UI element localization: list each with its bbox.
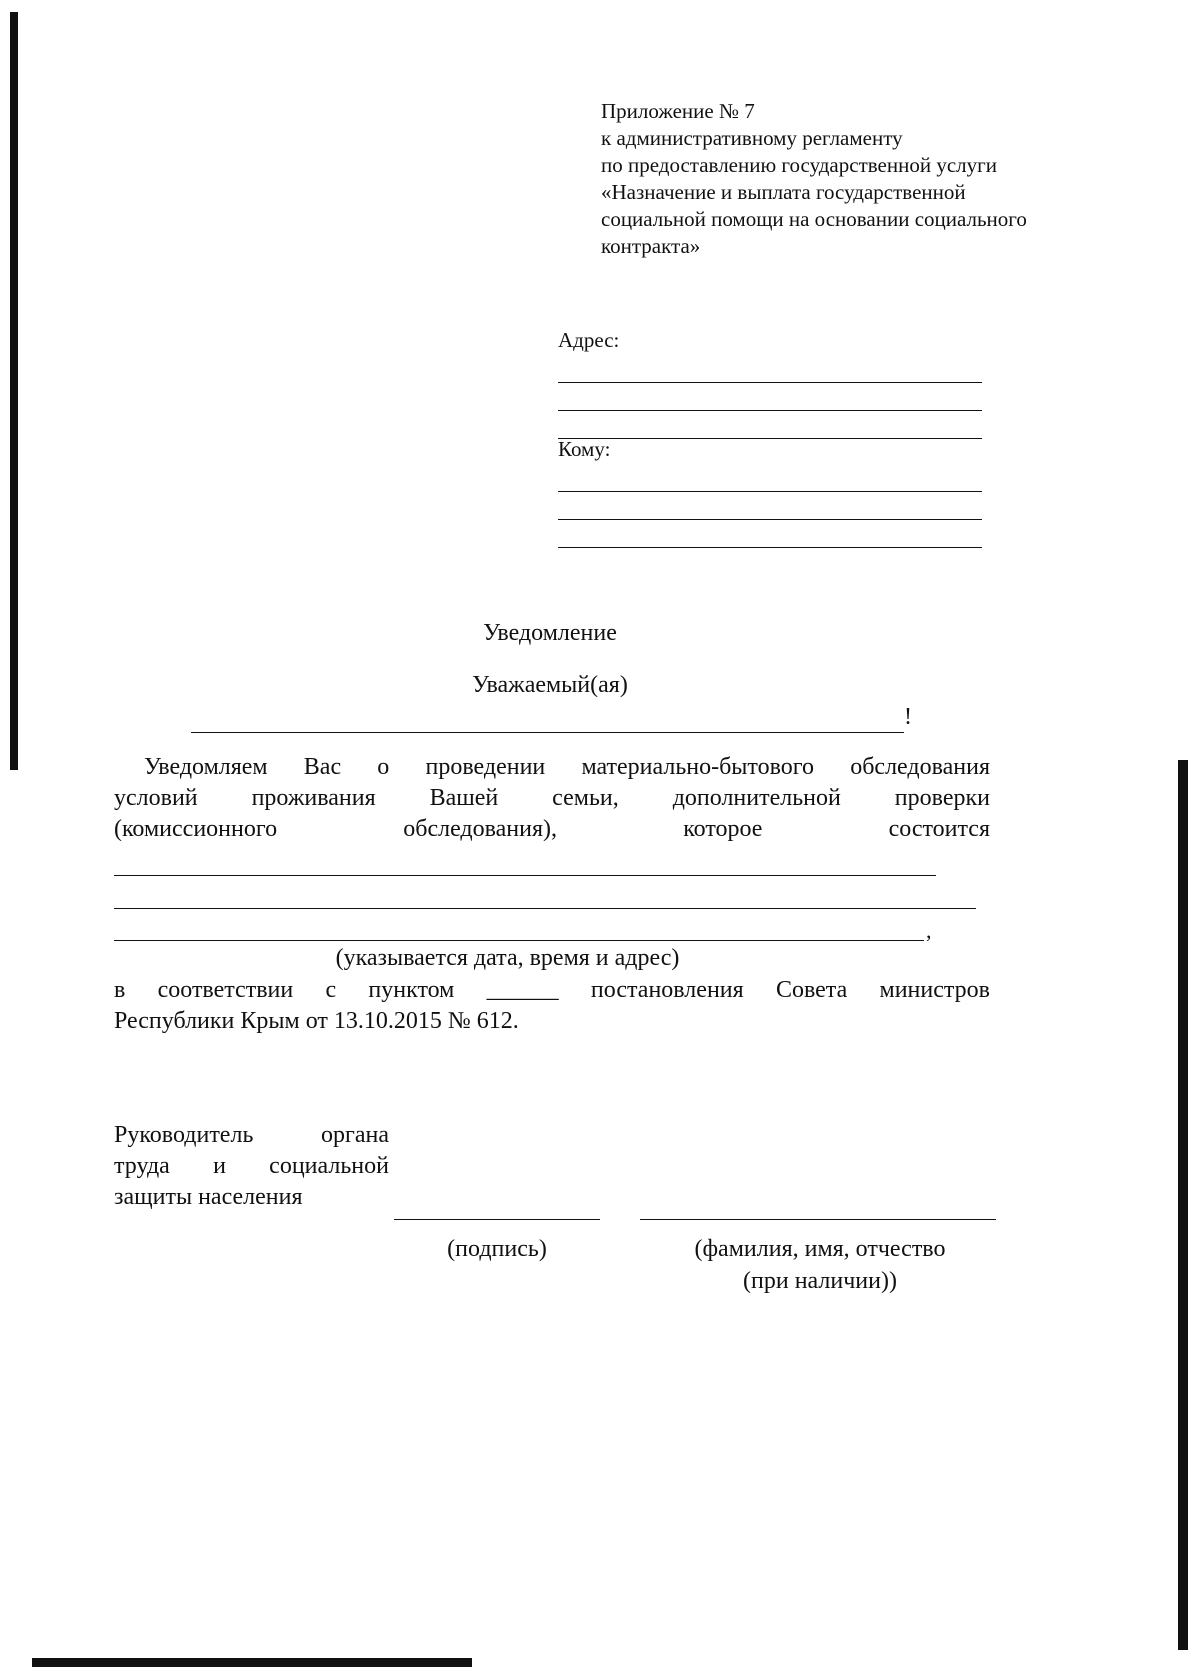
basis-line-text: в соответствии с пунктом ______ постановления Совета министров: [114, 977, 990, 1003]
signer-line: защиты населения: [114, 1184, 303, 1210]
salutation-exclamation: !: [904, 704, 912, 730]
full-name-caption-line: (фамилия, имя, отчество: [694, 1236, 946, 1262]
basis-line: [114, 1006, 990, 1037]
basis-line: [114, 975, 990, 1006]
recipient-blank-line[interactable]: [558, 464, 982, 492]
recipient-blank-line[interactable]: [558, 492, 982, 520]
appendix-line: «Назначение и выплата государственной: [601, 180, 966, 204]
appendix-line: социальной помощи на основании социального: [601, 207, 1027, 231]
full-name-caption: [640, 1233, 1000, 1297]
scan-edge-right: [1178, 760, 1188, 1650]
signer-title: [114, 1120, 389, 1213]
body-line: [114, 814, 990, 845]
date-time-address-blank[interactable]: [114, 875, 936, 876]
address-blank-line[interactable]: [558, 383, 982, 411]
body-line-text: Уведомляем Вас о проведении материально-бытового обследования: [144, 754, 990, 780]
blank-trailing-comma: ,: [926, 918, 932, 943]
recipient-blank-line[interactable]: [558, 520, 982, 548]
salutation-name-blank[interactable]: [191, 708, 904, 733]
signer-line: труда и социальной: [114, 1153, 389, 1179]
appendix-line: к административному регламенту: [601, 126, 903, 150]
salutation: Уважаемый(ая): [472, 672, 628, 698]
appendix-header: [601, 98, 1121, 260]
body-line: [114, 752, 990, 783]
full-name-blank[interactable]: [640, 1219, 996, 1220]
signature-caption: (подпись): [447, 1236, 547, 1262]
appendix-line: Приложение № 7: [601, 99, 755, 123]
address-block: [558, 325, 982, 439]
address-blank-line[interactable]: [558, 355, 982, 383]
appendix-line: по предоставлению государственной услуги: [601, 153, 997, 177]
basis-line-text: Республики Крым от 13.10.2015 № 612.: [114, 1008, 519, 1034]
date-time-address-blank[interactable]: [114, 940, 924, 941]
scan-edge-bottom: [32, 1658, 472, 1667]
date-time-address-hint: (указывается дата, время и адрес): [335, 945, 680, 971]
signer-line: Руководитель органа: [114, 1122, 389, 1148]
address-label: Адрес:: [558, 328, 620, 352]
signature-blank[interactable]: [394, 1219, 600, 1220]
date-time-address-blank[interactable]: [114, 908, 976, 909]
document-title: Уведомление: [483, 620, 617, 646]
scan-edge-left: [10, 12, 18, 770]
recipient-block: [558, 434, 982, 548]
appendix-line: контракта»: [601, 234, 701, 258]
body-line-text: (комиссионного обследования), которое состоится: [114, 816, 990, 842]
body-line-text: условий проживания Вашей семьи, дополнительной проверки: [114, 785, 990, 811]
full-name-caption-line: (при наличии)): [743, 1268, 897, 1294]
body-line: [114, 783, 990, 814]
recipient-label: Кому:: [558, 437, 611, 461]
